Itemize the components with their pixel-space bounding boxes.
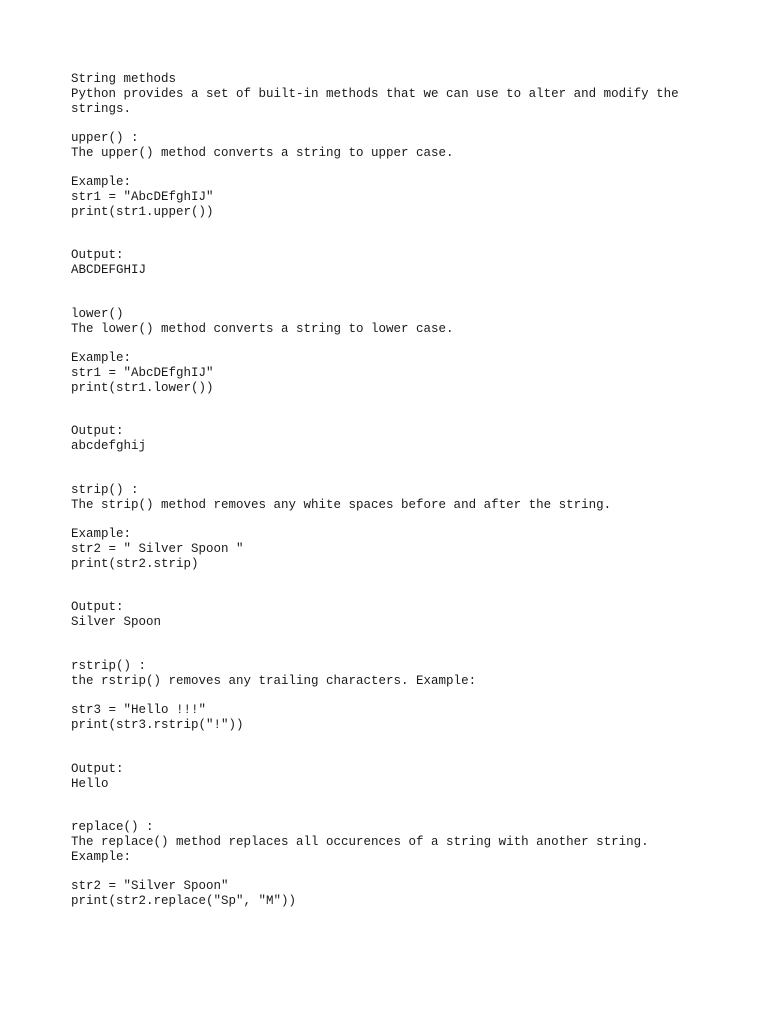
lower-code-line: print(str1.lower()) (71, 381, 214, 395)
lower-output-value: abcdefghij (71, 439, 147, 453)
strip-code-line: str2 = " Silver Spoon " (71, 542, 244, 556)
rstrip-output-label: Output: (71, 762, 124, 776)
lower-example-label: Example: (71, 351, 132, 365)
strip-title: strip() : (71, 483, 139, 497)
strip-example-label: Example: (71, 527, 132, 541)
rstrip-code-line: str3 = "Hello !!!" (71, 703, 207, 717)
strip-output-label: Output: (71, 600, 124, 614)
replace-code-line: str2 = "Silver Spoon" (71, 879, 229, 893)
strip-code-line: print(str2.strip) (71, 557, 199, 571)
intro-text: strings. (71, 102, 132, 116)
intro-text: Python provides a set of built-in methods that we can use to alter and modify the (71, 87, 679, 101)
replace-code-line: print(str2.replace("Sp", "M")) (71, 894, 297, 908)
lower-output-label: Output: (71, 424, 124, 438)
upper-example-label: Example: (71, 175, 132, 189)
upper-description: The upper() method converts a string to upper case. (71, 146, 454, 160)
upper-code-line: print(str1.upper()) (71, 205, 214, 219)
replace-description: The replace() method replaces all occurences of a string with another string. (71, 835, 649, 849)
rstrip-code-line: print(str3.rstrip("!")) (71, 718, 244, 732)
doc-heading: String methods (71, 72, 177, 86)
strip-output-value: Silver Spoon (71, 615, 162, 629)
lower-title: lower() (71, 307, 124, 321)
rstrip-output-value: Hello (71, 777, 109, 791)
upper-title: upper() : (71, 131, 139, 145)
strip-description: The strip() method removes any white spaces before and after the string. (71, 498, 612, 512)
upper-output-label: Output: (71, 248, 124, 262)
replace-example-label: Example: (71, 850, 132, 864)
replace-title: replace() : (71, 820, 154, 834)
upper-code-line: str1 = "AbcDEfghIJ" (71, 190, 214, 204)
rstrip-title: rstrip() : (71, 659, 147, 673)
upper-output-value: ABCDEFGHIJ (71, 263, 147, 277)
rstrip-description: the rstrip() removes any trailing characters. Example: (71, 674, 477, 688)
lower-description: The lower() method converts a string to lower case. (71, 322, 454, 336)
lower-code-line: str1 = "AbcDEfghIJ" (71, 366, 214, 380)
